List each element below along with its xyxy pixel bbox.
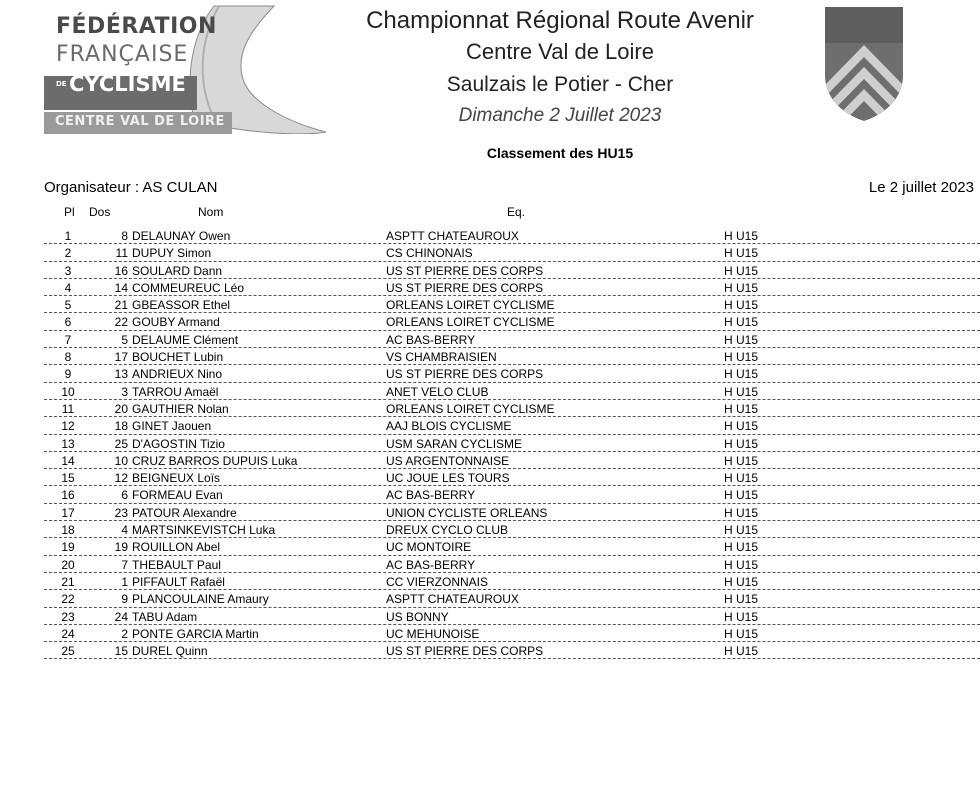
row-category: H U15 [724,350,759,365]
row-name: CRUZ BARROS DUPUIS Luka [132,453,298,468]
row-name: DELAUNAY Owen [132,229,231,243]
row-bib: 11 [115,246,128,261]
row-team: ASPTT CHATEAUROUX [386,229,519,243]
table-row [44,469,980,486]
row-place: 22 [61,592,75,607]
row-team: UC MONTOIRE [386,540,472,555]
row-place: 21 [61,574,75,589]
table-row [44,556,980,573]
row-team: US ST PIERRE DES CORPS [386,263,544,278]
row-category: H U15 [724,280,759,295]
row-category: H U15 [724,471,759,486]
row-name: PATOUR Alexandre [132,505,237,520]
row-name: GAUTHIER Nolan [132,401,229,416]
row-name: DUPUY Simon [132,246,212,261]
row-name: SOULARD Dann [132,263,223,278]
row-category: H U15 [724,488,759,503]
row-place: 25 [61,644,75,659]
row-place: 20 [61,557,75,572]
row-team: ORLEANS LOIRET CYCLISME [386,298,555,313]
row-team: US BONNY [386,609,449,624]
row-bib: 8 [121,229,128,243]
table-row [44,538,980,555]
row-category: H U15 [724,384,759,399]
row-place: 6 [64,315,72,330]
row-place: 11 [61,401,75,416]
row-name: TABU Adam [132,609,198,624]
row-place: 9 [64,367,72,382]
row-bib: 6 [121,488,128,503]
logo-line-region: CENTRE VAL DE LOIRE [55,114,225,129]
row-name: MARTSINKEVISTCH Luka [132,523,276,538]
table-row [44,486,980,503]
row-bib: 5 [121,332,128,347]
row-name: PLANCOULAINE Amaury [132,592,269,607]
col-header-dos: Dos [89,205,111,219]
event-title: Championnat Régional Route Avenir [366,7,754,34]
row-name: GOUBY Armand [132,315,220,330]
row-category: H U15 [724,523,759,538]
table-row [44,365,980,382]
row-category: H U15 [724,246,759,261]
ffc-logo [44,2,329,134]
row-name: FORMEAU Evan [132,488,223,503]
row-name: BOUCHET Lubin [132,350,224,365]
row-bib: 3 [121,384,128,399]
table-row [44,435,980,452]
row-team: AAJ BLOIS CYCLISME [386,419,512,434]
row-name: BEIGNEUX Loïs [132,471,221,486]
row-team: USM SARAN CYCLISME [386,436,523,451]
row-name: DUREL Quinn [132,644,208,659]
row-category: H U15 [724,540,759,555]
row-bib: 1 [121,574,128,589]
row-bib: 19 [114,540,128,555]
row-place: 18 [61,523,75,538]
row-team: CS CHINONAIS [386,246,473,261]
row-bib: 18 [114,419,128,434]
row-category: H U15 [724,332,759,347]
row-bib: 10 [114,453,128,468]
row-team: ANET VELO CLUB [386,384,489,399]
table-row [44,400,980,417]
row-bib: 24 [114,609,128,624]
row-bib: 9 [121,592,128,607]
row-place: 19 [61,540,75,555]
row-bib: 12 [114,471,128,486]
row-bib: 15 [114,644,128,659]
logo-cyclisme-text: CYCLISME [69,72,186,96]
row-name: DELAUME Clément [132,332,239,347]
row-team: UC JOUE LES TOURS [386,471,510,486]
table-row [44,608,980,625]
row-bib: 4 [121,523,128,538]
event-date: Dimanche 2 Juillet 2023 [458,105,662,126]
row-team: ORLEANS LOIRET CYCLISME [386,315,555,330]
row-category: H U15 [724,401,759,416]
row-place: 10 [61,384,75,399]
row-bib: 22 [114,315,128,330]
row-team: UNION CYCLISTE ORLEANS [386,505,548,520]
row-place: 2 [64,246,72,261]
row-team: UC MEHUNOISE [386,626,480,641]
row-place: 4 [64,280,72,295]
row-name: THEBAULT Paul [132,557,221,572]
table-row [44,348,980,365]
event-region: Centre Val de Loire [466,39,654,64]
table-row [44,625,980,642]
row-team: VS CHAMBRAISIEN [386,350,497,365]
row-name: PIFFAULT Rafaël [132,574,225,589]
row-name: ROUILLON Abel [132,540,221,555]
classement-title: Classement des HU15 [486,145,634,161]
row-category: H U15 [724,419,759,434]
row-place: 24 [61,626,75,641]
table-row [44,313,980,330]
row-place: 17 [61,505,75,520]
row-place: 1 [64,229,72,243]
table-row [44,227,980,244]
table-row [44,417,980,434]
row-name: TARROU Amaël [132,384,219,399]
row-bib: 7 [121,557,128,572]
row-category: H U15 [724,229,759,243]
row-category: H U15 [724,609,759,624]
table-row [44,262,980,279]
table-row [44,452,980,469]
row-place: 14 [61,453,75,468]
col-header-eq: Eq. [507,205,526,219]
event-place: Saulzais le Potier - Cher [446,73,674,96]
col-header-pl: Pl [64,205,75,219]
row-bib: 21 [114,298,128,313]
row-team: AC BAS-BERRY [386,488,476,503]
table-row [44,590,980,607]
row-category: H U15 [724,644,759,659]
row-category: H U15 [724,626,759,641]
row-category: H U15 [724,315,759,330]
row-team: ASPTT CHATEAUROUX [386,592,519,607]
row-category: H U15 [724,436,759,451]
col-header-nom: Nom [198,205,224,219]
row-bib: 25 [114,436,128,451]
row-category: H U15 [724,298,759,313]
row-category: H U15 [724,592,759,607]
table-row [44,573,980,590]
row-team: CC VIERZONNAIS [386,574,489,589]
table-row [44,296,980,313]
row-place: 16 [61,488,75,503]
crest-shield-icon [823,5,905,123]
row-team: US ST PIERRE DES CORPS [386,280,544,295]
row-category: H U15 [724,367,759,382]
row-name: GINET Jaouen [132,419,212,434]
table-row [44,642,980,659]
table-row [44,383,980,400]
row-team: US ARGENTONNAISE [386,453,510,468]
row-name: GBEASSOR Ethel [132,298,231,313]
row-team: AC BAS-BERRY [386,557,476,572]
row-team: DREUX CYCLO CLUB [386,523,509,538]
row-team: AC BAS-BERRY [386,332,476,347]
row-name: PONTE GARCIA Martin [132,626,259,641]
event-heading [330,6,790,130]
results-table [44,227,980,659]
row-team: US ST PIERRE DES CORPS [386,367,544,382]
row-name: COMMEUREUC Léo [132,280,245,295]
logo-line-francaise: FRANÇAISE [56,42,189,67]
row-team: US ST PIERRE DES CORPS [386,644,544,659]
row-bib: 16 [114,263,128,278]
table-row [44,244,980,261]
row-bib: 23 [114,505,128,520]
row-bib: 20 [114,401,128,416]
row-place: 15 [61,471,75,486]
row-bib: 17 [114,350,128,365]
row-name: D'AGOSTIN Tizio [132,436,225,451]
logo-line-cyclisme [56,72,186,96]
row-place: 5 [64,298,72,313]
row-team: ORLEANS LOIRET CYCLISME [386,401,555,416]
table-row [44,331,980,348]
printed-date: Le 2 juillet 2023 [868,179,974,196]
row-bib: 2 [121,626,128,641]
row-place: 23 [61,609,75,624]
table-row [44,521,980,538]
organisateur: Organisateur : AS CULAN [44,179,218,196]
table-row [44,279,980,296]
row-place: 3 [64,263,72,278]
row-place: 13 [61,436,75,451]
row-name: ANDRIEUX Nino [132,367,223,382]
row-category: H U15 [724,263,759,278]
logo-line-federation: FÉDÉRATION [56,14,217,39]
row-bib: 13 [114,367,128,382]
logo-de: DE [56,79,67,88]
row-place: 8 [64,350,72,365]
row-place: 7 [64,332,72,347]
table-row [44,504,980,521]
row-category: H U15 [724,505,759,520]
row-category: H U15 [724,453,759,468]
row-category: H U15 [724,557,759,572]
row-place: 12 [61,419,75,434]
row-category: H U15 [724,574,759,589]
row-bib: 14 [114,280,128,295]
